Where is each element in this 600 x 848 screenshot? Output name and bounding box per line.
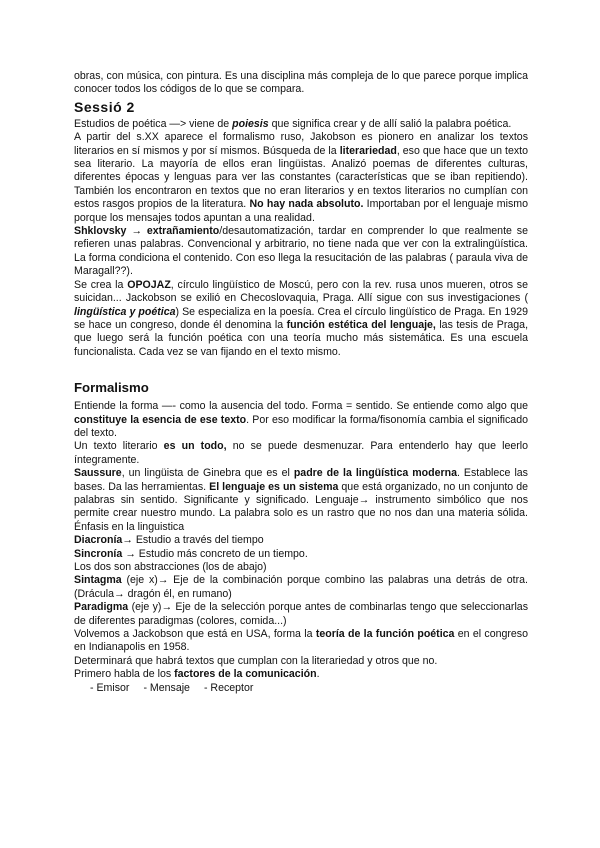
list-item: - Emisor [90, 681, 130, 694]
paragraph-determinara: Determinará que habrá textos que cumplan con la literariedad y otros que no. [74, 654, 438, 667]
paragraph-todo: Un texto literario es un todo, no se puede desmenuzar. Para entenderlo hay que leerlo íntegramente. [74, 440, 529, 466]
list-item: - Receptor [203, 681, 254, 694]
paragraph-diacronia: Diacronía→ Estudio a través del tiempo [74, 534, 264, 547]
heading-formalismo: Formalismo [74, 380, 149, 396]
paragraph-abstracciones: Los dos son abstracciones (los de abajo) [74, 561, 267, 573]
intro-paragraph: obras, con música, con pintura. Es una disciplina más compleja de lo que parece porque implica conocer todos los códigos de lo que se compara. [74, 70, 528, 96]
paragraph-sincronia: Sincronía → Estudio más concreto de un tiempo. [74, 547, 308, 560]
document-page [74, 70, 528, 695]
paragraph-primero: Primero habla de los factores de la comunicación. [74, 668, 320, 681]
paragraph-forma: Entiende la forma —- como la ausencia del todo. Forma = sentido. Se entiende como algo que constituye la esencia de ese texto. Por eso modificar la forma/fisonomía cambia el significado del texto. [74, 400, 528, 439]
paragraph-paradigma: Paradigma (eje y)→ Eje de la selección porque antes de combinarlas tengo que seleccionarlas de diferentes paradigmas (colores, comida...) [74, 601, 528, 627]
list-item: - Mensaje [143, 681, 190, 694]
paragraph-sxx: A partir del s.XX aparece el formalismo ruso, Jakobson es pionero en analizar los textos literarios en sí mismos y por sí mismos. Búsqueda de la literariedad, eso que hace que un texto sea literario. La mayoría de ellos eran lingüistas. Analizó poemas de diferentes culturas, diferentes épocas y lenguas para ver las constantes (características que se iban repitiendo). También los encontraron en textos que no eran literarios y en textos literarios no cumplían con estos rasgos propios de la literatura. No hay nada absoluto. Importaban por el lenguaje mismo porque los mensajes todos apuntan a una realidad. [74, 131, 528, 224]
paragraph-volvemos: Volvemos a Jackobson que está en USA, forma la teoría de la función poética en el congreso en Indianapolis en 1958. [74, 628, 528, 654]
paragraph-sintagma: Sintagma (eje x)→ Eje de la combinación porque combino las palabras una detrás de otra. (Drácula→ dragón él, en rumano) [74, 574, 528, 600]
paragraph-opojaz: Se crea la OPOJAZ, círculo lingüístico de Moscú, pero con la rev. rusa unos mueren, otros se suicidan... Jackobson se exilió en Checoslovaquia, Praga. Allí sigue con sus investigaciones ( lingüística y poética) Se especializa en la poesía. Crea el círculo lingüístico de Praga. En 1929 se hace un congreso, donde él denomina la función estética del lenguaje, las tesis de Praga, que luego será la función poética con una teoría mucho más sistemática. Es una escuela funcionalista. Cada vez se van fijando en el texto mismo. [74, 278, 529, 358]
paragraph-shklovsky: Shklovsky → extrañamiento/desautomatización, tardar en comprender lo que realmente se refieren unas palabras. Convencional y arbitrario, no tiene nada que ver con la extralingüística. La forma condiciona el contenido. Con eso llega la resucitación de las palabras ( paraula viva de Maragall??). [74, 225, 528, 278]
paragraph-saussure: Saussure, un lingüista de Ginebra que es el padre de la lingüística moderna. Establece las bases. Da las herramientas. El lenguaje es un sistema que está organizado, no un conjunto de palabras sin sentido. Significante y significado. Lenguaje→ instrumento simbólico que nos permite crear nuestro mundo. La palabra solo es un rastro que no nos dan una materia sólida. Énfasis en la linguistica [74, 467, 528, 533]
paragraph-estudios: Estudios de poética —> viene de poiesis que significa crear y de allí salió la palabra poética. [74, 117, 512, 130]
communication-factors-list [74, 682, 528, 695]
heading-sessio-2: Sessió 2 [74, 98, 135, 115]
